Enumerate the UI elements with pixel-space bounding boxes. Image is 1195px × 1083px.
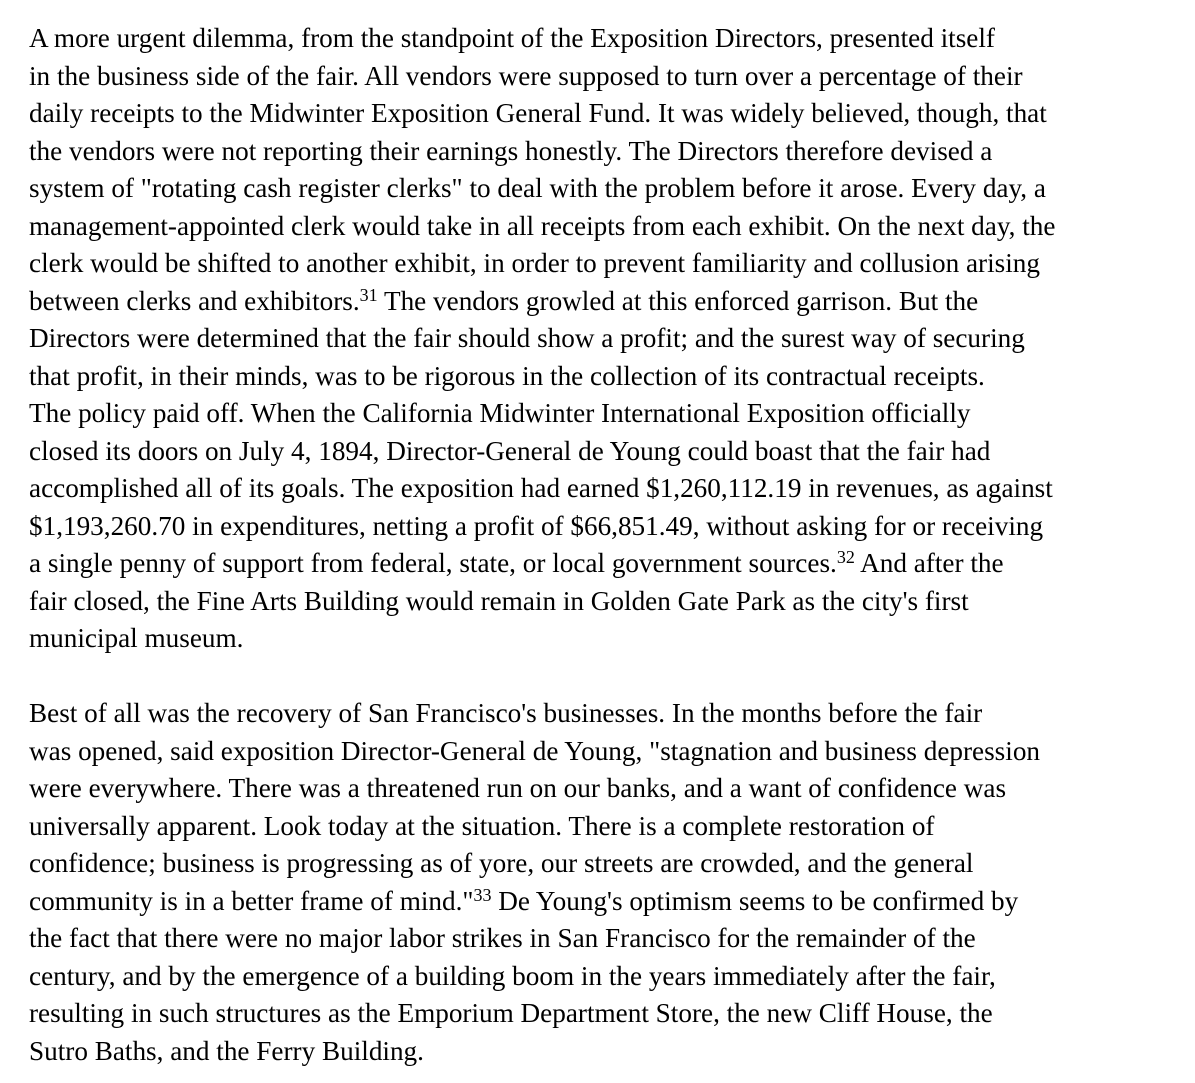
- text-line: [29, 958, 1175, 996]
- text-line: [29, 208, 1175, 246]
- text-line: [29, 583, 1175, 621]
- text-line: [29, 1033, 1175, 1071]
- text-segment: was opened, said exposition Director-General de Young, "stagnation and business depression: [29, 735, 1041, 766]
- footnote-reference: 33: [473, 884, 492, 905]
- text-segment: The vendors growled at this enforced garrison. But the: [377, 285, 979, 316]
- text-line: [29, 920, 1175, 958]
- text-segment: A more urgent dilemma, from the standpoint of the Exposition Directors, presented itself: [29, 23, 995, 53]
- text-line: [29, 433, 1175, 471]
- text-line: [29, 358, 1175, 396]
- paragraph-1: [29, 20, 1175, 658]
- text-segment: the fact that there were no major labor strikes in San Francisco for the remainder of the: [29, 923, 976, 953]
- text-segment: that profit, in their minds, was to be rigorous in the collection of its contractual receipts.: [29, 360, 985, 391]
- text-line: [29, 20, 1175, 58]
- text-segment: municipal museum.: [29, 623, 244, 653]
- text-segment: universally apparent. Look today at the situation. There is a complete restoration of: [29, 810, 935, 841]
- text-segment: Sutro Baths, and the Ferry Building.: [29, 1035, 424, 1066]
- text-segment: fair closed, the Fine Arts Building would remain in Golden Gate Park as the city's first: [29, 585, 969, 616]
- text-line: [29, 170, 1175, 208]
- text-segment: the vendors were not reporting their earnings honestly. The Directors therefore devised a: [29, 135, 993, 166]
- text-segment: confidence; business is progressing as of yore, our streets are crowded, and the general: [29, 848, 974, 878]
- text-line: [29, 770, 1175, 808]
- text-line: [29, 845, 1175, 883]
- text-line: [29, 995, 1175, 1033]
- text-line: [29, 620, 1175, 658]
- text-segment: daily receipts to the Midwinter Exposition General Fund. It was widely believed, though, that: [29, 98, 1047, 128]
- text-line: [29, 320, 1175, 358]
- footnote-reference: 32: [836, 547, 855, 567]
- text-line: [29, 58, 1175, 96]
- paragraph-2: [29, 695, 1175, 1070]
- text-line: [29, 883, 1175, 921]
- text-line: [29, 695, 1175, 733]
- text-line: [29, 545, 1175, 583]
- text-segment: management-appointed clerk would take in all receipts from each exhibit. On the next day, the: [29, 210, 1056, 241]
- text-line: [29, 508, 1175, 546]
- text-segment: in the business side of the fair. All vendors were supposed to turn over a percentage of their: [29, 60, 1023, 91]
- text-segment: $1,193,260.70 in expenditures, netting a profit of $66,851.49, without asking for or receiving: [29, 510, 1044, 541]
- text-line: [29, 808, 1175, 846]
- text-segment: De Young's optimism seems to be confirmed by: [491, 885, 1019, 916]
- text-segment: between clerks and exhibitors.: [29, 285, 360, 316]
- text-segment: Best of all was the recovery of San Francisco's businesses. In the months before the fair: [29, 698, 983, 728]
- text-segment: century, and by the emergence of a building boom in the years immediately after the fair,: [29, 960, 996, 991]
- text-segment: system of "rotating cash register clerks" to deal with the problem before it arose. Every day, a: [29, 173, 1046, 203]
- text-segment: community is in a better frame of mind.": [29, 885, 474, 916]
- text-line: [29, 133, 1175, 171]
- text-segment: resulting in such structures as the Emporium Department Store, the new Cliff House, the: [29, 998, 993, 1028]
- text-segment: The policy paid off. When the California Midwinter International Exposition officially: [29, 398, 971, 428]
- text-segment: accomplished all of its goals. The exposition had earned $1,260,112.19 in revenues, as against: [29, 473, 1053, 503]
- text-segment: closed its doors on July 4, 1894, Director-General de Young could boast that the fair had: [29, 435, 991, 466]
- document-body: [29, 20, 1175, 1070]
- text-segment: a single penny of support from federal, state, or local government sources.: [29, 548, 837, 578]
- text-segment: clerk would be shifted to another exhibit, in order to prevent familiarity and collusion arising: [29, 248, 1040, 278]
- text-line: [29, 395, 1175, 433]
- text-line: [29, 95, 1175, 133]
- text-segment: Directors were determined that the fair should show a profit; and the surest way of securing: [29, 323, 1025, 353]
- text-line: [29, 470, 1175, 508]
- text-line: [29, 733, 1175, 771]
- text-segment: And after the: [854, 548, 1004, 578]
- text-line: [29, 245, 1175, 283]
- footnote-reference: 31: [359, 284, 378, 305]
- text-line: [29, 283, 1175, 321]
- text-segment: were everywhere. There was a threatened run on our banks, and a want of confidence was: [29, 773, 1007, 803]
